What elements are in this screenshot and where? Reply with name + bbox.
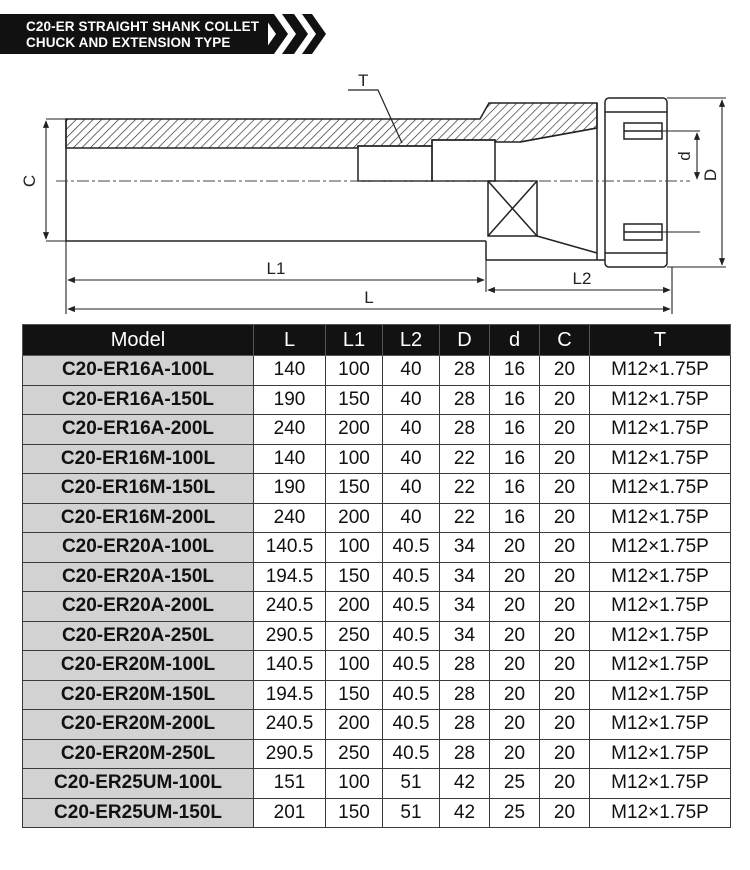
cell-C: 20 — [540, 651, 590, 681]
header-model: Model — [23, 325, 254, 356]
cell-d: 16 — [490, 385, 540, 415]
cell-L1: 150 — [326, 680, 383, 710]
cell-C: 20 — [540, 769, 590, 799]
cell-T: M12×1.75P — [590, 651, 731, 681]
technical-drawing — [0, 62, 750, 320]
cell-L: 240 — [254, 415, 326, 445]
table-row — [23, 474, 731, 504]
cell-L: 140.5 — [254, 533, 326, 563]
cell-L1: 200 — [326, 415, 383, 445]
header-L: L — [254, 325, 326, 356]
cell-model: C20-ER20M-250L — [23, 739, 254, 769]
cell-C: 20 — [540, 739, 590, 769]
cell-C: 20 — [540, 680, 590, 710]
cell-D: 22 — [440, 474, 490, 504]
cell-L2: 40.5 — [383, 710, 440, 740]
label-C: C — [20, 174, 39, 188]
cell-L2: 51 — [383, 798, 440, 828]
cell-L1: 150 — [326, 385, 383, 415]
cell-L1: 100 — [326, 651, 383, 681]
cell-C: 20 — [540, 533, 590, 563]
cell-C: 20 — [540, 385, 590, 415]
cell-D: 34 — [440, 592, 490, 622]
cell-L1: 200 — [326, 710, 383, 740]
table-row — [23, 769, 731, 799]
cell-D: 42 — [440, 769, 490, 799]
cell-L2: 51 — [383, 769, 440, 799]
cell-L1: 250 — [326, 621, 383, 651]
cell-model: C20-ER16A-100L — [23, 356, 254, 386]
cell-L2: 40.5 — [383, 533, 440, 563]
table-row — [23, 385, 731, 415]
cell-L: 290.5 — [254, 621, 326, 651]
cell-d: 20 — [490, 592, 540, 622]
header-D: D — [440, 325, 490, 356]
cell-D: 34 — [440, 562, 490, 592]
cell-T: M12×1.75P — [590, 562, 731, 592]
label-L2: L2 — [572, 269, 592, 288]
cell-d: 16 — [490, 474, 540, 504]
cell-model: C20-ER16M-100L — [23, 444, 254, 474]
cell-T: M12×1.75P — [590, 798, 731, 828]
cell-d: 16 — [490, 356, 540, 386]
cell-d: 20 — [490, 651, 540, 681]
cell-D: 28 — [440, 356, 490, 386]
cell-d: 20 — [490, 621, 540, 651]
table-row — [23, 503, 731, 533]
spec-table — [22, 324, 731, 828]
cell-L2: 40 — [383, 385, 440, 415]
cell-D: 28 — [440, 415, 490, 445]
label-T: T — [358, 71, 369, 90]
chevrons-icon — [262, 14, 326, 54]
cell-L: 240.5 — [254, 710, 326, 740]
cell-L: 240 — [254, 503, 326, 533]
cell-model: C20-ER16M-200L — [23, 503, 254, 533]
table-row — [23, 798, 731, 828]
cell-D: 28 — [440, 710, 490, 740]
header-d: d — [490, 325, 540, 356]
cell-T: M12×1.75P — [590, 680, 731, 710]
header-C: C — [540, 325, 590, 356]
cell-L: 290.5 — [254, 739, 326, 769]
table-row — [23, 680, 731, 710]
cell-d: 20 — [490, 562, 540, 592]
cell-D: 34 — [440, 533, 490, 563]
cell-D: 28 — [440, 680, 490, 710]
cell-C: 20 — [540, 356, 590, 386]
cell-d: 20 — [490, 710, 540, 740]
cell-T: M12×1.75P — [590, 769, 731, 799]
table-row — [23, 533, 731, 563]
table-row — [23, 356, 731, 386]
cell-d: 25 — [490, 798, 540, 828]
cell-T: M12×1.75P — [590, 739, 731, 769]
cell-L: 194.5 — [254, 562, 326, 592]
cell-C: 20 — [540, 562, 590, 592]
label-L1: L1 — [266, 259, 286, 278]
cell-C: 20 — [540, 474, 590, 504]
cell-model: C20-ER16M-150L — [23, 474, 254, 504]
cell-C: 20 — [540, 710, 590, 740]
cell-D: 28 — [440, 739, 490, 769]
cell-model: C20-ER20A-250L — [23, 621, 254, 651]
cell-L1: 150 — [326, 562, 383, 592]
cell-model: C20-ER20M-150L — [23, 680, 254, 710]
cell-L: 151 — [254, 769, 326, 799]
cell-L2: 40.5 — [383, 562, 440, 592]
header-L2: L2 — [383, 325, 440, 356]
cell-model: C20-ER20A-100L — [23, 533, 254, 563]
cell-L1: 150 — [326, 798, 383, 828]
cell-T: M12×1.75P — [590, 533, 731, 563]
table-row — [23, 621, 731, 651]
header-T: T — [590, 325, 731, 356]
cell-L: 240.5 — [254, 592, 326, 622]
table-row — [23, 444, 731, 474]
cell-D: 28 — [440, 385, 490, 415]
cell-L2: 40 — [383, 444, 440, 474]
cell-model: C20-ER25UM-100L — [23, 769, 254, 799]
cell-d: 16 — [490, 503, 540, 533]
cell-L: 190 — [254, 474, 326, 504]
cell-L2: 40.5 — [383, 680, 440, 710]
table-row — [23, 651, 731, 681]
cell-C: 20 — [540, 444, 590, 474]
cell-T: M12×1.75P — [590, 621, 731, 651]
cell-T: M12×1.75P — [590, 503, 731, 533]
cell-L1: 100 — [326, 769, 383, 799]
cell-L2: 40.5 — [383, 651, 440, 681]
label-d: d — [675, 151, 694, 161]
cell-model: C20-ER20M-100L — [23, 651, 254, 681]
cell-d: 20 — [490, 739, 540, 769]
cell-T: M12×1.75P — [590, 385, 731, 415]
cell-d: 16 — [490, 415, 540, 445]
cell-L2: 40 — [383, 415, 440, 445]
cell-L1: 100 — [326, 533, 383, 563]
cell-d: 16 — [490, 444, 540, 474]
cell-L2: 40 — [383, 474, 440, 504]
cell-C: 20 — [540, 503, 590, 533]
cell-L2: 40 — [383, 356, 440, 386]
cell-T: M12×1.75P — [590, 474, 731, 504]
cell-L: 190 — [254, 385, 326, 415]
cell-L1: 150 — [326, 474, 383, 504]
cell-L: 201 — [254, 798, 326, 828]
cell-L: 194.5 — [254, 680, 326, 710]
cell-D: 22 — [440, 503, 490, 533]
cell-model: C20-ER25UM-150L — [23, 798, 254, 828]
cell-C: 20 — [540, 415, 590, 445]
table-row — [23, 739, 731, 769]
table-row — [23, 592, 731, 622]
cell-L1: 250 — [326, 739, 383, 769]
title-banner — [0, 14, 330, 54]
cell-T: M12×1.75P — [590, 710, 731, 740]
cell-L1: 200 — [326, 592, 383, 622]
cell-d: 20 — [490, 533, 540, 563]
cell-D: 42 — [440, 798, 490, 828]
table-row — [23, 562, 731, 592]
cell-D: 28 — [440, 651, 490, 681]
cell-L2: 40 — [383, 503, 440, 533]
cell-L: 140.5 — [254, 651, 326, 681]
cell-L2: 40.5 — [383, 739, 440, 769]
cell-L1: 200 — [326, 503, 383, 533]
cell-C: 20 — [540, 592, 590, 622]
cell-T: M12×1.75P — [590, 356, 731, 386]
cell-L: 140 — [254, 444, 326, 474]
cell-L: 140 — [254, 356, 326, 386]
cell-d: 25 — [490, 769, 540, 799]
cell-d: 20 — [490, 680, 540, 710]
cell-model: C20-ER16A-200L — [23, 415, 254, 445]
cell-model: C20-ER16A-150L — [23, 385, 254, 415]
cell-model: C20-ER20M-200L — [23, 710, 254, 740]
table-header-row — [23, 325, 731, 356]
cell-L1: 100 — [326, 444, 383, 474]
cell-D: 34 — [440, 621, 490, 651]
header-L1: L1 — [326, 325, 383, 356]
title-line-2: CHUCK AND EXTENSION TYPE — [26, 35, 231, 50]
hatched-section — [66, 103, 597, 148]
table-row — [23, 710, 731, 740]
table-row — [23, 415, 731, 445]
cell-model: C20-ER20A-200L — [23, 592, 254, 622]
cell-C: 20 — [540, 621, 590, 651]
cell-T: M12×1.75P — [590, 592, 731, 622]
label-D: D — [701, 168, 720, 182]
cell-L2: 40.5 — [383, 621, 440, 651]
title-line-1: C20-ER STRAIGHT SHANK COLLET — [26, 19, 260, 34]
cell-T: M12×1.75P — [590, 444, 731, 474]
cell-L2: 40.5 — [383, 592, 440, 622]
cell-C: 20 — [540, 798, 590, 828]
label-L: L — [364, 288, 374, 307]
cell-D: 22 — [440, 444, 490, 474]
cell-T: M12×1.75P — [590, 415, 731, 445]
cell-model: C20-ER20A-150L — [23, 562, 254, 592]
cell-L1: 100 — [326, 356, 383, 386]
